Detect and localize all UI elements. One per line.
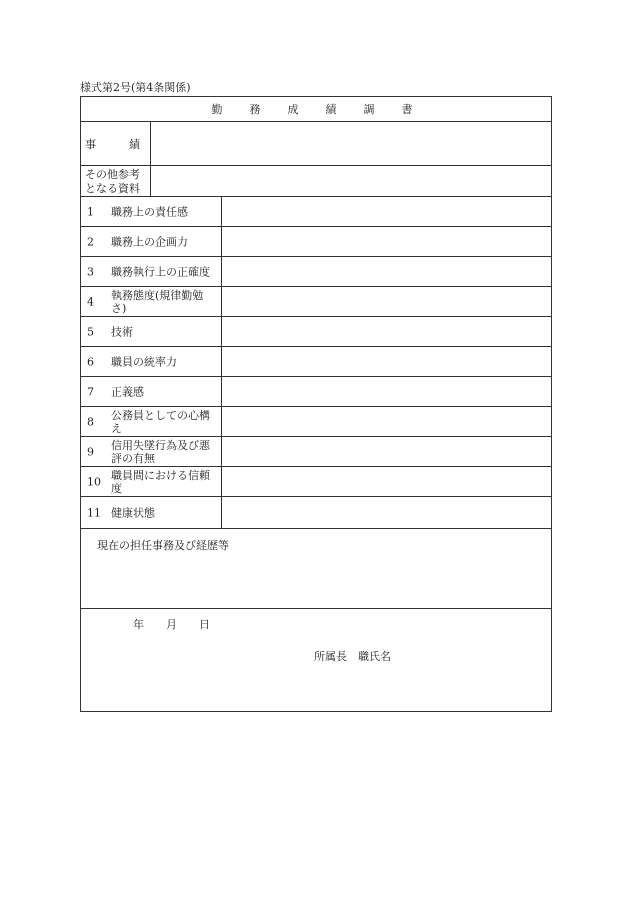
- evaluation-item-number: 2: [87, 235, 94, 248]
- evaluation-item-label-cell: [81, 497, 222, 528]
- evaluation-item-number: 11: [87, 506, 101, 519]
- evaluation-item-number: 7: [87, 385, 94, 398]
- evaluation-item-label-cell: [81, 287, 222, 316]
- evaluation-item-row: [81, 257, 551, 287]
- signature-label: 所属長 職氏名: [314, 650, 391, 663]
- form-caption: 様式第2号(第4条関係): [80, 81, 191, 94]
- evaluation-item-row: [81, 377, 551, 407]
- evaluation-item-row: [81, 437, 551, 467]
- evaluation-item-value-cell[interactable]: [222, 257, 551, 286]
- evaluation-item-text-line1: 職員間における信頼: [111, 468, 210, 482]
- evaluation-item-value-cell[interactable]: [222, 317, 551, 346]
- evaluation-item-text: [111, 235, 217, 248]
- evaluation-item-value-cell[interactable]: [222, 347, 551, 376]
- signature-row: [81, 609, 551, 712]
- evaluation-item-value-cell[interactable]: [222, 437, 551, 466]
- evaluation-item-number: 4: [87, 295, 94, 308]
- evaluation-item-text: [111, 355, 217, 368]
- evaluation-item-value-cell[interactable]: [222, 377, 551, 406]
- attendance-record-form: [80, 96, 552, 712]
- current-duties-label: 現在の担任事務及び経歴等: [97, 539, 229, 552]
- evaluation-item-number: 10: [87, 475, 101, 488]
- evaluation-item-text: [111, 439, 217, 465]
- evaluation-item-label-cell: [81, 227, 222, 256]
- evaluation-item-text-line1: 職務上の企画力: [111, 235, 188, 248]
- evaluation-item-row: [81, 467, 551, 497]
- evaluation-item-text-line2: 評の有無: [111, 451, 155, 465]
- evaluation-item-label-cell: [81, 407, 222, 436]
- evaluation-item-label-cell: [81, 257, 222, 286]
- evaluation-item-text: [111, 325, 217, 338]
- evaluation-item-number: 8: [87, 415, 94, 428]
- evaluation-item-label-cell: [81, 197, 222, 226]
- reference-label-cell: [81, 166, 151, 196]
- evaluation-item-row: [81, 317, 551, 347]
- evaluation-item-number: 6: [87, 355, 94, 368]
- achievements-label: 事 績: [85, 138, 140, 151]
- evaluation-item-text-line1: 職務執行上の正確度: [111, 265, 210, 278]
- evaluation-item-value-cell[interactable]: [222, 407, 551, 436]
- form-title: 勤 務 成 績 調 書: [211, 103, 421, 116]
- evaluation-item-row: [81, 227, 551, 257]
- evaluation-item-value-cell[interactable]: [222, 497, 551, 528]
- reference-value-cell[interactable]: [151, 166, 551, 196]
- evaluation-item-label-cell: [81, 347, 222, 376]
- evaluation-item-label-cell: [81, 377, 222, 406]
- evaluation-item-label-cell: [81, 317, 222, 346]
- evaluation-item-number: 9: [87, 445, 94, 458]
- evaluation-item-value-cell[interactable]: [222, 227, 551, 256]
- evaluation-item-text: [111, 469, 217, 495]
- evaluation-item-row: [81, 407, 551, 437]
- evaluation-item-number: 5: [87, 325, 94, 338]
- evaluation-item-row: [81, 497, 551, 529]
- evaluation-item-text-line2: さ): [111, 301, 127, 315]
- achievements-label-cell: [81, 122, 151, 165]
- evaluation-item-text-line1: 公務員としての心構: [111, 408, 210, 422]
- current-duties-row: [81, 529, 551, 609]
- evaluation-item-text-line1: 正義感: [111, 385, 144, 398]
- title-row: [81, 97, 551, 122]
- reference-label-line1: その他参考: [85, 168, 140, 181]
- evaluation-item-value-cell[interactable]: [222, 467, 551, 496]
- evaluation-item-text: [111, 409, 217, 435]
- evaluation-item-text: [111, 289, 217, 315]
- evaluation-item-text: [111, 265, 217, 278]
- date-label: 年 月 日: [133, 618, 210, 631]
- evaluation-item-label-cell: [81, 437, 222, 466]
- evaluation-item-value-cell[interactable]: [222, 287, 551, 316]
- evaluation-item-text-line2: え: [111, 421, 122, 435]
- evaluation-item-value-cell[interactable]: [222, 197, 551, 226]
- reference-label-line2: となる資料: [85, 182, 140, 195]
- evaluation-item-text: [111, 506, 217, 519]
- achievements-value-cell[interactable]: [151, 122, 551, 165]
- evaluation-item-number: 3: [87, 265, 94, 278]
- evaluation-item-text-line1: 職務上の責任感: [111, 205, 188, 218]
- evaluation-item-text-line1: 職員の統率力: [111, 355, 177, 368]
- evaluation-item-text-line1: 執務態度(規律勤勉: [111, 288, 204, 302]
- evaluation-item-text-line1: 技術: [111, 325, 133, 338]
- reference-row: [81, 166, 551, 197]
- achievements-row: [81, 122, 551, 166]
- evaluation-item-row: [81, 287, 551, 317]
- evaluation-item-row: [81, 347, 551, 377]
- evaluation-item-row: [81, 197, 551, 227]
- evaluation-item-text: [111, 385, 217, 398]
- evaluation-item-text-line1: 健康状態: [111, 506, 155, 519]
- evaluation-item-text-line1: 信用失墜行為及び悪: [111, 438, 210, 452]
- evaluation-item-label-cell: [81, 467, 222, 496]
- evaluation-item-text-line2: 度: [111, 481, 122, 495]
- evaluation-item-text: [111, 205, 217, 218]
- evaluation-item-number: 1: [87, 205, 94, 218]
